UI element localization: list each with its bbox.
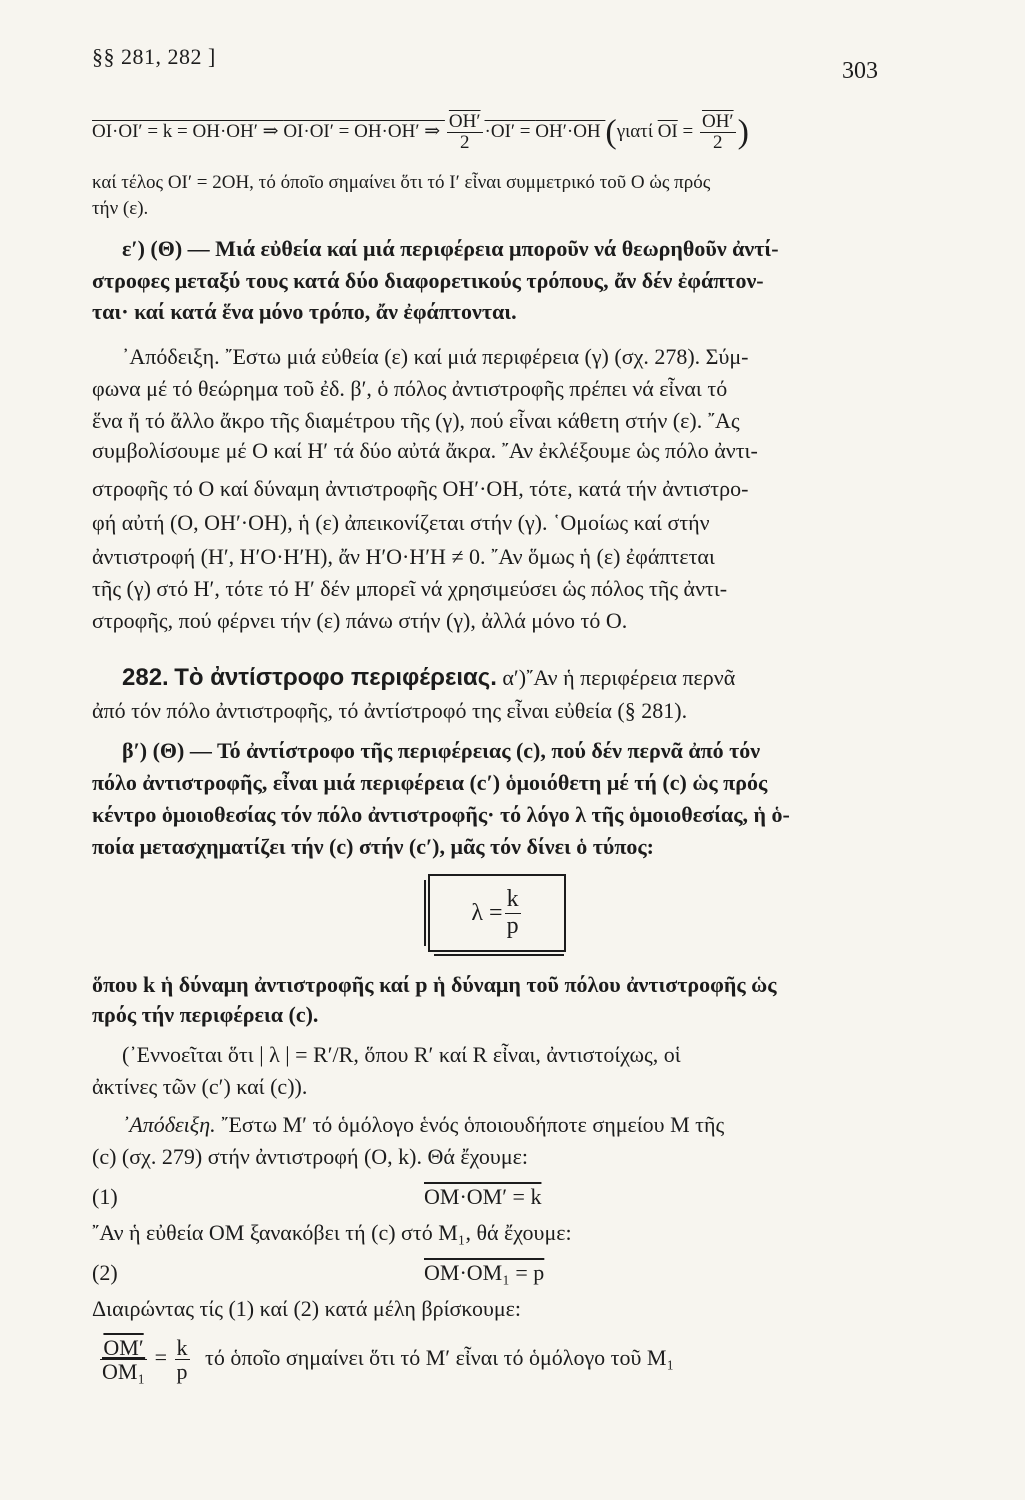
proof-line: συμβολίσουμε μέ O καί H′ τά δύο αὐτά ἄκρα. ῎Αν ἐκλέξουμε ὡς πόλο ἀντι- — [92, 438, 758, 463]
note-line: (᾿Εννοεῖται ὅτι | λ | = R′/R, ὅπου R′ καί R εἶναι, ἀντιστοίχως, οἱ — [122, 1042, 681, 1067]
text-line: ἀπό τόν πόλο ἀντιστροφῆς, τό ἀντίστροφό της εἶναι εὐθεία (§ 281). — [92, 698, 688, 723]
eq-part: ·OI′ = — [484, 120, 536, 142]
equation-label: (2) — [92, 1260, 118, 1285]
proof-line: τῆς (γ) στό H′, τότε τό H′ δέν μπορεῖ νά χρησιμεύσει ὡς πόλος τῆς ἀντι- — [92, 576, 728, 601]
section-heading — [122, 664, 735, 692]
eq-part: OH·OH′ ⇒ — [192, 120, 284, 142]
eq-part: $\overline{OI}$ — [657, 120, 678, 142]
equation: OM·OM′ = k — [424, 1184, 542, 1209]
theorem-line: ποία μετασχηματίζει τήν (c) στήν (c′), μᾶς τόν δίνει ὁ τύπος: — [92, 834, 655, 859]
boxed-formula — [428, 874, 566, 952]
page-number: 303 — [842, 58, 878, 84]
theorem-line: β′) (Θ) — Τό ἀντίστροφο τῆς περιφέρειας (c), πού δέν περνᾶ ἀπό τόν — [122, 738, 761, 763]
proof-line: στροφῆς, πού φέρνει τήν (ε) πάνω στήν (γ), ἀλλά μόνο τό O. — [92, 608, 628, 633]
proof-label: ᾿Απόδειξη. — [122, 1112, 216, 1137]
final-fraction-right: $\frac{k}{p}$ — [176, 1335, 188, 1385]
eq-fraction: $\frac{OH'}{2}$ — [448, 111, 481, 153]
section-number: 282. — [122, 664, 169, 691]
text-line: πρός τήν περιφέρεια (c). — [92, 1002, 319, 1027]
proof-line — [122, 1112, 724, 1138]
final-equation — [98, 1336, 674, 1383]
theorem-line: ε′) (Θ) — Μιά εὐθεία καί μιά περιφέρεια μποροῦν νά θεωρηθοῦν ἀντί- — [122, 236, 779, 261]
proof-line: ῎Αν ἡ εὐθεία OM ξανακόβει τή (c) στό M₁, θά ἔχουμε: — [92, 1220, 572, 1245]
eq-fraction: $\frac{OH'}{2}$ — [701, 111, 734, 153]
proof-line: φωνα μέ τό θεώρημα τοῦ ἐδ. β′, ὁ πόλος ἀντιστροφῆς πρέπει νά εἶναι τό — [92, 376, 728, 401]
text-line: καί τέλος OI′ = 2OH, τό όποῖο σημαίνει ὅτι τό I′ εἶναι συμμετρικό τοῦ O ὡς πρός — [92, 172, 711, 193]
theorem-line: κέντρο ὁμοιοθεσίας τόν πόλο ἀντιστροφῆς· τό λόγο λ τῆς ὁμοιοθεσίας, ἡ ὁ- — [92, 802, 790, 827]
formula-lhs: λ = — [471, 899, 503, 926]
theorem-line: πόλο ἀντιστροφῆς, εἶναι μιά περιφέρεια (c′) ὁμοιόθετη μέ τή (c) ὡς πρός — [92, 770, 768, 795]
eq-part: OI·OI′ = k = — [92, 120, 193, 142]
proof-line: ἕνα ἤ τό ἄλλο ἄκρο τῆς διαμέτρου τῆς (γ), πού εἶναι κάθετη στήν (ε). ῎Ας — [92, 408, 740, 433]
proof-line: στροφῆς τό O καί δύναμη ἀντιστροφῆς OH′·OH, τότε, κατά τήν ἀντιστρο- — [92, 476, 749, 501]
final-text: τό ὁποῖο σημαίνει ὅτι τό M′ εἶναι τό ὁμόλογο τοῦ M₁ — [205, 1344, 675, 1370]
proof-line: Διαιρώντας τίς (1) καί (2) κατά μέλη βρίσκουμε: — [92, 1296, 521, 1321]
equation-label: (1) — [92, 1184, 118, 1209]
section-header: §§ 281, 282 ] — [92, 44, 216, 69]
eq-part: = — [677, 120, 698, 142]
eq-part: OI·OI′ = — [283, 120, 355, 142]
theorem-line: ται· καί κατά ἕνα μόνο τρόπο, ἄν ἐφάπτονται. — [92, 299, 517, 324]
eq-part: OH′·OH — [535, 120, 606, 142]
proof-line: φή αὐτή (O, OH′·OH), ἡ (ε) ἀπεικονίζεται στήν (γ). ῾Ομοίως καί στήν — [92, 510, 710, 535]
proof-line: ἀντιστροφή (H′, H′O·H′H), ἄν H′O·H′H ≠ 0. ῎Αν ὅμως ἡ (ε) ἐφάπτεται — [92, 544, 715, 569]
top-equation: OI·OI′ = k = OH·OH′ ⇒ OI·OI′ = OH·OH′ ⇒ $\frac{OH'}{2}$ ·OI′ = OH′·OH (γιατί $\overline{OI}$ = $\frac{OH'}{2}$ ) — [92, 111, 749, 153]
proof-line: ᾿Απόδειξη. ῎Εστω μιά εὐθεία (ε) καί μιά περιφέρεια (γ) (σχ. 278). Σύμ- — [122, 344, 749, 369]
section-intro: α′)῎Αν ἡ περιφέρεια περνᾶ — [496, 665, 736, 690]
note-line: ἀκτίνες τῶν (c′) καί (c)). — [92, 1074, 308, 1099]
text-line: ὅπου k ἡ δύναμη ἀντιστροφῆς καί p ἡ δύναμη τοῦ πόλου ἀντιστροφῆς ὡς — [92, 972, 777, 997]
eq-sign: = — [149, 1344, 173, 1370]
eq-paren-text: γιατί — [616, 120, 658, 142]
equation: OM·OM₁ = p — [424, 1260, 545, 1285]
section-title: Τὸ ἀντίστροφο περιφέρειας. — [174, 664, 497, 691]
theorem-line: στροφες μεταξύ τους κατά δύο διαφορετικούς τρόπους, ἄν δέν ἐφάπτον- — [92, 268, 764, 293]
final-fraction-left: $\frac{OM'}{\text{OM₁}}$ — [102, 1335, 146, 1385]
proof-line: (c) (σχ. 279) στήν ἀντιστροφή (O, k). Θά ἔχουμε: — [92, 1144, 528, 1169]
formula-fraction: $\frac{k}{p}$ — [506, 886, 519, 939]
proof-text: ῎Εστω M′ τό ὁμόλογο ἑνός ὁποιουδήποτε σημείου M τῆς — [215, 1112, 725, 1137]
text-line: τήν (ε). — [92, 198, 149, 219]
eq-part: OH·OH′ ⇒ — [354, 120, 445, 142]
